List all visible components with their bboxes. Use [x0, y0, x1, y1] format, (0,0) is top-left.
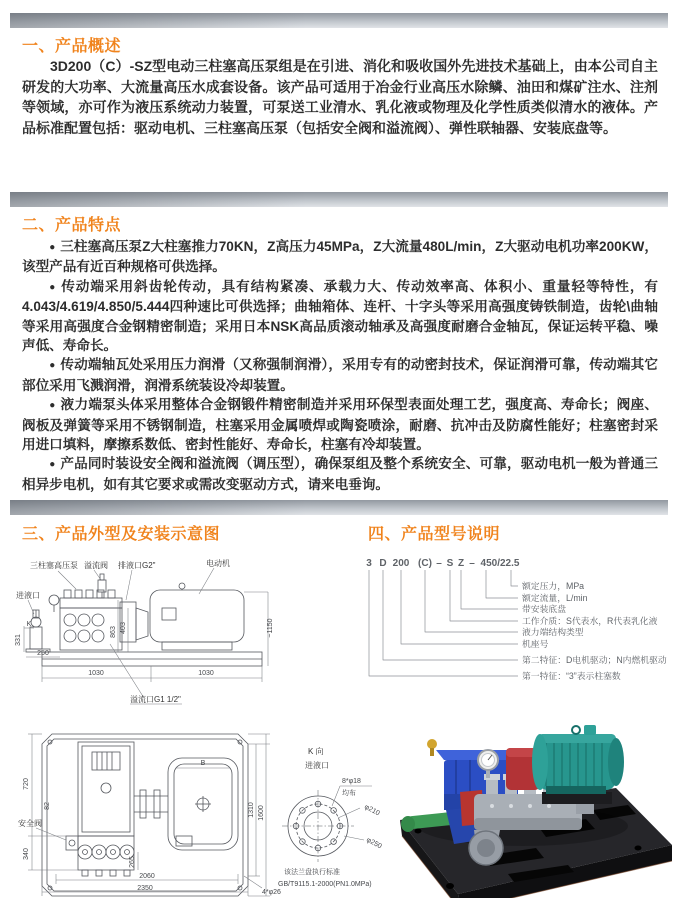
- model-label: 工作介质：S代表水，R代表乳化液: [522, 616, 658, 626]
- code-token: (C): [418, 558, 432, 569]
- pump-side-outline: [26, 574, 262, 666]
- dim-b: 403: [120, 622, 127, 634]
- dim-1310: 1310: [248, 802, 255, 818]
- section-features-heading: 二、产品特点: [22, 217, 122, 234]
- code-token: –: [436, 558, 442, 569]
- model-label: 第二特征：D电机驱动；N内燃机驱动: [522, 655, 667, 665]
- flange-bolt-circle: φ210: [363, 803, 381, 818]
- flange-standard-1: 该法兰盘执行标准: [284, 869, 340, 876]
- shaft-outline: [134, 790, 168, 818]
- bullet-icon: ●: [49, 459, 56, 471]
- dim-82: 82: [44, 802, 51, 810]
- label-pump: 三柱塞高压泵: [30, 561, 78, 570]
- label-inlet-port: 进液口: [16, 591, 40, 600]
- code-token: 3: [366, 558, 372, 569]
- code-token: D: [379, 558, 387, 569]
- section-outline-heading: 三、产品外型及安装示意图: [22, 526, 221, 543]
- flange-bolt-layout: 均布: [342, 790, 356, 797]
- feature-text: 传动端轴瓦处采用压力润滑（又称强制润滑），采用专有的动密封技术，保证润滑可靠，传动端其它部位采用飞溅润滑，润滑系统装设冷却装置。: [22, 357, 658, 393]
- feature-bullet: [22, 355, 658, 395]
- dim-1600: 1600: [258, 805, 265, 821]
- feature-bullet: [22, 277, 658, 356]
- dim-base-height: 331: [15, 634, 22, 646]
- product-photo: [388, 698, 678, 898]
- dim-motor-b: B: [200, 760, 206, 767]
- pump-top-outline: [66, 742, 134, 876]
- label-safety-valve: 安全阀: [18, 819, 42, 828]
- label-overflow-port: 溢流口G1 1/2": [130, 695, 181, 704]
- bullet-icon: ●: [49, 360, 56, 372]
- dim-265: 265: [129, 856, 136, 868]
- model-ladder-labels: [522, 580, 667, 681]
- model-label: 额定压力，MPa: [522, 581, 585, 591]
- bullet-icon: ●: [49, 400, 56, 412]
- dim-720: 720: [23, 778, 30, 790]
- feature-bullet: [22, 395, 658, 454]
- code-token: 200: [392, 558, 410, 569]
- feature-text: 产品同时装设安全阀和溢流阀（调压型），确保泵组及整个系统安全、可靠，驱动电机一般为普通三相异步电机，如有其它要求或需改变驱动方式，请来电垂询。: [22, 456, 658, 492]
- flange-port-title: 进液口: [305, 761, 329, 770]
- dim-pad-width: 250: [37, 650, 49, 657]
- dim-a: 863: [110, 626, 117, 638]
- bullet-icon: ●: [49, 281, 57, 293]
- motor: [532, 725, 624, 804]
- model-label: 额定流量，L/min: [522, 593, 588, 603]
- flange-circles: [282, 790, 354, 862]
- flange-detail-drawing: [278, 738, 400, 894]
- dim-340: 340: [23, 848, 30, 860]
- label-mount-holes: 4*φ26: [262, 889, 281, 896]
- code-token: 450/22.5: [480, 558, 520, 569]
- section-overview-heading: 一、产品概述: [22, 38, 122, 55]
- feature-text: 液力端泵头体采用整体合金钢锻件精密制造并采用环保型表面处理工艺，强度高、寿命长；阀座、阀板及弹簧等采用不锈钢制造，柱塞采用金属喷焊或陶瓷喷涂，耐磨、抗冲击及防腐性能好；柱塞密封采用进口填料，摩擦系数低、密封性能好、寿命长，柱塞有冷却装置。: [22, 397, 659, 453]
- side-view-dimension-lines: [24, 568, 268, 704]
- model-ladder-lines: [369, 570, 518, 676]
- flange-view-title: K 向: [308, 747, 324, 756]
- model-label: 液力端结构类型: [522, 627, 584, 637]
- divider-band-bottom: [10, 500, 668, 515]
- top-view-drawing: [16, 718, 316, 914]
- divider-band-top: [10, 13, 668, 28]
- feature-text: 传动端采用斜齿轮传动，具有结构紧凑、承载力大、传动效率高、体积小、重量轻等特性，有4.043/4.619/4.850/5.444四种速比可供选择；曲轴箱体、连杆、十字头等采用高强度铸铁制造，齿轮\曲轴等采用高强度合金钢精密制造；采用日本NSK高品质滚动轴承及高强度耐磨合金轴瓦，保证运转平稳、噪声低、寿命长。: [22, 278, 658, 354]
- bullet-icon: ●: [49, 242, 56, 253]
- model-label: 带安装底盘: [522, 604, 566, 614]
- overview-paragraph: 3D200（C）-SZ型电动三柱塞高压泵组是在引进、消化和吸收国外先进技术基础上，由本公司自主研发的大功率、大流量高压水成套设备。该产品可适用于冶金行业高压水除鳞、油田和煤矿注水、注剂等领域，亦可作为液压系统动力装置，可泵送工业清水、乳化液或物理及化学性质类似清水的液体。产品标准配置包括：驱动电机、三柱塞高压泵（包括安全阀和溢流阀）、弹性联轴器、安装底盘等。: [22, 58, 658, 136]
- code-token: Z: [457, 558, 465, 569]
- divider-band-middle: [10, 192, 668, 207]
- motor-top-outline: [168, 758, 238, 850]
- dim-span-left: 1030: [88, 670, 104, 677]
- dim-overall-height: ~1150: [267, 618, 274, 638]
- model-code-tokens: [366, 558, 520, 569]
- model-code-diagram: [350, 554, 678, 718]
- side-view-dimension-text: [15, 618, 274, 677]
- flange-outer-circle: φ250: [365, 836, 383, 851]
- model-label: 第一特征：“3”表示柱塞数: [522, 671, 621, 681]
- section-model-heading: 四、产品型号说明: [368, 526, 501, 543]
- top-view-dimension-lines: [28, 734, 270, 896]
- model-label: 机座号: [522, 639, 549, 649]
- feature-bullet: [22, 237, 658, 277]
- flange-standard-2: GB/T9115.1-2000(PN1.0MPa): [278, 881, 372, 888]
- label-motor: 电动机: [206, 559, 230, 568]
- top-view-dimension-text: [18, 760, 281, 896]
- view-k-mark: K: [26, 621, 32, 628]
- code-token: –: [469, 558, 475, 569]
- feature-bullet: [22, 454, 658, 494]
- flange-bolt-holes: 8*φ18: [342, 778, 361, 785]
- flange-titles: [305, 746, 329, 770]
- dim-2060: 2060: [139, 873, 155, 880]
- label-discharge-port: 排液口G2": [118, 561, 156, 570]
- features-list: [22, 237, 658, 494]
- feature-text: 三柱塞高压泵Z大柱塞推力70KN，Z高压力45MPa，Z大流量480L/min，Z大驱动电机功率200KW，该型产品有近百种规格可供选择。: [22, 239, 658, 275]
- label-relief-valve: 溢流阀: [84, 561, 108, 570]
- code-token: S: [446, 558, 454, 569]
- side-view-drawing: [14, 556, 326, 716]
- dim-span-right: 1030: [198, 670, 214, 677]
- dim-2350: 2350: [137, 885, 153, 892]
